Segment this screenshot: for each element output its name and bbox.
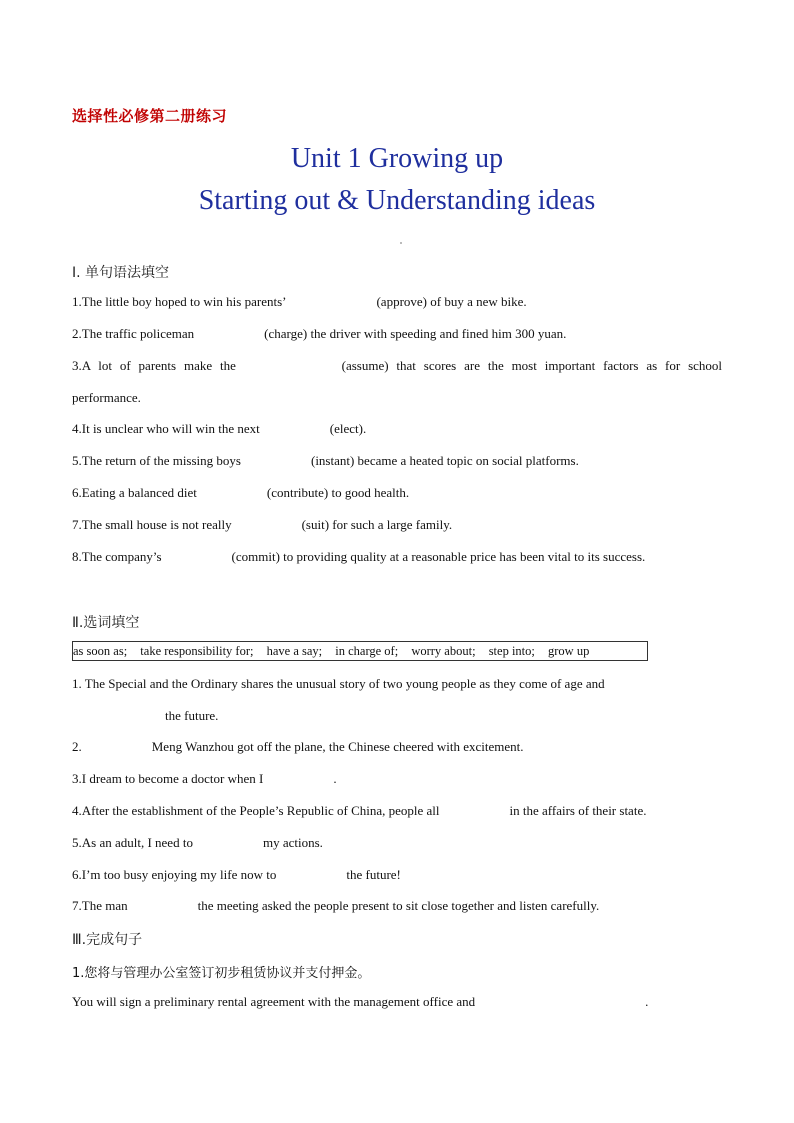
exercise-item: 7.The man the meeting asked the people present to sit close together and listen carefully. [72,898,600,913]
word-bank-box [72,641,648,661]
word-bank-item: have a say; [266,644,323,658]
title-line-2: Starting out & Understanding ideas [198,185,596,216]
exercise-item: 8.The company’s (commit) to providing quality at a reasonable price has been vital to its success. [72,549,646,564]
exercise-item: 7.The small house is not really (suit) for such a large family. [72,517,453,532]
word-bank-item: worry about; [411,644,476,658]
section-1-heading: Ⅰ. 单句语法填空 [72,265,170,281]
decorative-dot [400,242,402,244]
word-bank-item: take responsibility for; [140,644,254,658]
title-line-1: Unit 1 Growing up [290,143,504,174]
exercise-item: 3.A lot of parents make the (assume) that scores are the most important factors as for school [72,358,723,373]
exercise-item: 3.I dream to become a doctor when I . [72,771,337,786]
word-bank-item: as soon as; [73,644,128,658]
exercise-item: 2. Meng Wanzhou got off the plane, the Chinese cheered with excitement. [72,739,524,754]
section-3-heading: Ⅲ.完成句子 [72,932,143,948]
exercise-item-continued: the future. [165,708,219,723]
exercise-item: 5.As an adult, I need to my actions. [72,835,323,850]
exercise-item: 6.I’m too busy enjoying my life now to the future! [72,867,401,882]
exercise-item: You will sign a preliminary rental agreement with the management office and . [72,994,649,1009]
exercise-item: 2.The traffic policeman (charge) the driver with speeding and fined him 300 yuan. [72,326,567,341]
exercise-item-chinese: 1.您将与管理办公室签订初步租赁协议并支付押金。 [72,966,371,981]
section-2-heading: Ⅱ.选词填空 [72,615,140,631]
exercise-item-continued: performance. [72,390,141,405]
word-bank-item: grow up [548,644,590,658]
exercise-item: 4.After the establishment of the People’s Republic of China, people all in the affairs of their state. [72,803,647,818]
header-label: 选择性必修第二册练习 [72,107,228,125]
exercise-item: 1.The little boy hoped to win his parents’ (approve) of buy a new bike. [72,294,527,309]
word-bank-item: in charge of; [335,644,399,658]
exercise-item: 4.It is unclear who will win the next (elect). [72,421,367,436]
exercise-item: 5.The return of the missing boys (instant) became a heated topic on social platforms. [72,453,579,468]
word-bank-item: step into; [488,644,535,658]
exercise-item: 1. The Special and the Ordinary shares the unusual story of two young people as they come of age and [72,676,605,691]
exercise-item: 6.Eating a balanced diet (contribute) to good health. [72,485,410,500]
